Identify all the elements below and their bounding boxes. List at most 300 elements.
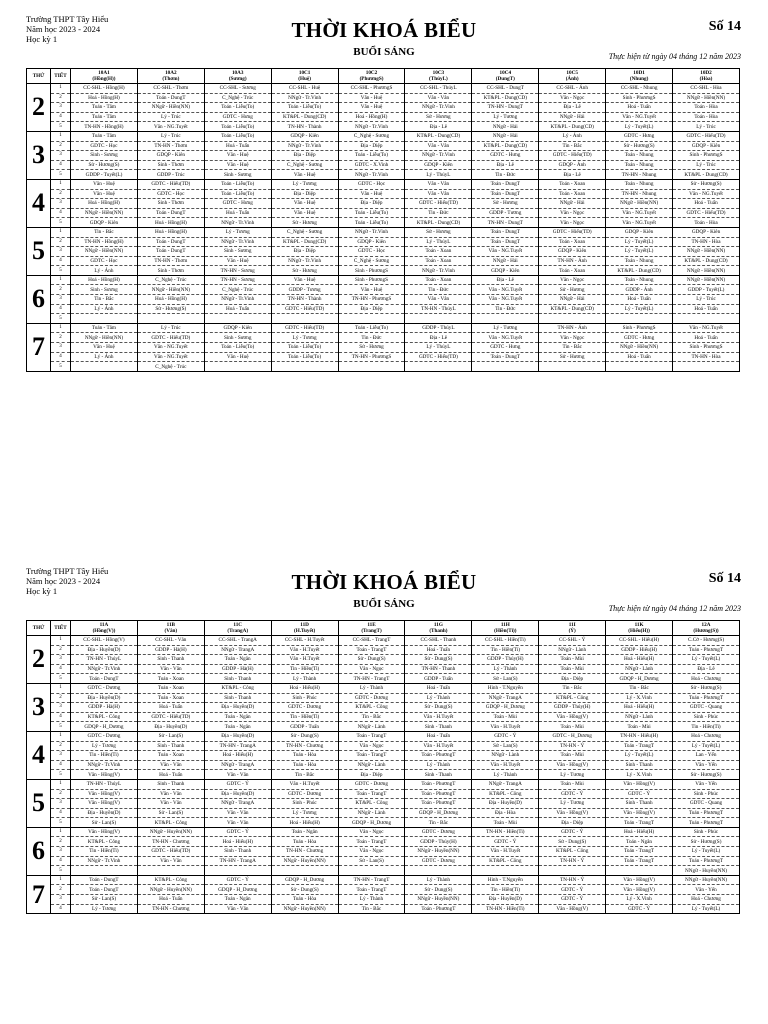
lesson-cell: GDQP - Kiên: [673, 141, 740, 151]
lesson-cell: Lý - Tương: [271, 808, 338, 818]
lesson-cell: NNgữ - Lành: [472, 751, 539, 761]
lesson-cell: Văn - NG.Tuyết: [137, 343, 204, 353]
lesson-cell: Toán - Ngân: [204, 655, 271, 665]
lesson-cell: NNgữ - Lành: [338, 760, 405, 770]
lesson-cell: NNgữ - Huyền(NN): [271, 904, 338, 914]
lesson-cell: Văn - H.Tuyết: [271, 645, 338, 655]
class-teacher: (Ý): [568, 628, 576, 634]
lesson-cell: TN-HN - Hòa: [673, 352, 740, 362]
lesson-cell: Văn - Vân: [137, 856, 204, 866]
lesson-cell: GDTC - Dương: [271, 789, 338, 799]
lesson-cell: TN-HN - PhươngS: [338, 352, 405, 362]
lesson-cell: Sinh - Sương: [71, 285, 138, 295]
lesson-cell: [271, 314, 338, 324]
lesson-cell: Sinh - Thanh: [606, 760, 673, 770]
class-name: 11E: [367, 622, 376, 628]
lesson-cell: GDQP - Kiên: [137, 151, 204, 161]
class-name: 11B: [166, 622, 176, 628]
column-header-class: [71, 69, 138, 84]
lesson-cell: Địa - Huyền(D): [472, 895, 539, 905]
lesson-cell: TN-HN - PhươngS: [338, 295, 405, 305]
table-row: [27, 160, 740, 170]
table-row: [27, 189, 740, 199]
lesson-cell: Văn - Vân: [137, 664, 204, 674]
lesson-cell: Toán - PhươngT: [405, 799, 472, 809]
session-label: BUỔI SÁNG: [353, 598, 415, 610]
table-row: [27, 247, 740, 257]
day-label: 7: [27, 875, 51, 913]
lesson-cell: CC-SHL - Thơm: [137, 84, 204, 94]
lesson-cell: Văn - NG.Tuyết: [472, 333, 539, 343]
lesson-cell: KT&PL - Dung(CD): [405, 131, 472, 141]
lesson-cell: CC-SHL - Hiền(Ti): [472, 636, 539, 646]
class-teacher: (Nhung): [629, 76, 649, 82]
lesson-cell: Toán - Tâm: [71, 112, 138, 122]
lesson-cell: Toán - DungT: [71, 674, 138, 684]
class-name: 12A: [701, 622, 711, 628]
lesson-cell: Địa - Diệp: [539, 674, 606, 684]
day-label: 5: [27, 227, 51, 275]
class-name: 10C2: [365, 70, 378, 76]
lesson-cell: Văn - Ngọc: [338, 827, 405, 837]
period-number: 1: [51, 179, 71, 189]
lesson-cell: Toán - Nhung: [606, 151, 673, 161]
table-row: [27, 314, 740, 324]
lesson-cell: Toán - TrangT: [338, 645, 405, 655]
lesson-cell: Địa - Diệp: [338, 770, 405, 780]
lesson-cell: Địa - Diệp: [539, 818, 606, 828]
lesson-cell: GDTC - Hiếu(TD): [137, 179, 204, 189]
lesson-cell: Văn - Huệ: [71, 189, 138, 199]
lesson-cell: Văn - H.Tuyết: [472, 847, 539, 857]
timetable-sheet-grade10: [0, 0, 768, 370]
lesson-cell: Sinh - Phúc: [673, 789, 740, 799]
lesson-cell: Toán - Liễu(To): [271, 343, 338, 353]
period-number: 5: [51, 362, 71, 372]
lesson-cell: GDQP - H_Dương: [204, 885, 271, 895]
period-number: 4: [51, 760, 71, 770]
lesson-cell: Sinh - Thơm: [137, 160, 204, 170]
lesson-cell: GDQP - H_Dương: [338, 818, 405, 828]
period-number: 3: [51, 247, 71, 257]
lesson-cell: CC-SHL - Huệ: [271, 84, 338, 94]
page-title: THỜI KHOÁ BIỂU: [291, 570, 477, 594]
period-number: 1: [51, 875, 71, 885]
class-name: 10C5: [566, 70, 578, 76]
lesson-cell: Văn - Vân: [405, 179, 472, 189]
lesson-cell: Văn - Huệ: [338, 189, 405, 199]
lesson-cell: Toán - TrangT: [606, 818, 673, 828]
lesson-cell: TN-HN - ThúyL: [71, 779, 138, 789]
lesson-cell: [137, 314, 204, 324]
lesson-cell: TN-HN - TrangA: [204, 741, 271, 751]
period-number: 3: [51, 199, 71, 209]
table-row: [27, 170, 740, 180]
lesson-cell: Toán - TrangT: [338, 731, 405, 741]
lesson-cell: GDTC - Hưng: [204, 112, 271, 122]
lesson-cell: TN-HN - Ánh: [539, 323, 606, 333]
table-row: [27, 741, 740, 751]
lesson-cell: GDTC - Dương: [405, 827, 472, 837]
lesson-cell: Văn - Vân: [405, 93, 472, 103]
lesson-cell: Toán - Ngân: [606, 837, 673, 847]
class-teacher: (Hương(S)): [693, 628, 719, 634]
lesson-cell: TN-HN - ThúyL: [71, 655, 138, 665]
lesson-cell: Toán - TrangT: [338, 789, 405, 799]
lesson-cell: NNgữ - Lành: [338, 808, 405, 818]
table-row: [27, 731, 740, 741]
class-name: 10A3: [231, 70, 244, 76]
lesson-cell: Địa - Lê: [472, 160, 539, 170]
lesson-cell: Tin - Đức: [472, 170, 539, 180]
lesson-cell: Văn - H.Tuyết: [271, 655, 338, 665]
lesson-cell: Sinh - Thanh: [137, 655, 204, 665]
lesson-cell: Địa - Diệp: [271, 189, 338, 199]
lesson-cell: Sử - Lan(S): [472, 741, 539, 751]
table-row: [27, 866, 740, 876]
lesson-cell: TN-HN - Thơm: [137, 256, 204, 266]
lesson-cell: [472, 362, 539, 372]
lesson-cell: NNgữ - Tr.Vinh: [204, 237, 271, 247]
lesson-cell: Toán - Liễu(To): [204, 189, 271, 199]
lesson-cell: NNgữ - Hiền(NN): [606, 199, 673, 209]
class-name: 11K: [634, 622, 644, 628]
lesson-cell: Toán - Ngân: [204, 722, 271, 732]
timetable-table: [26, 620, 740, 914]
table-row: [27, 683, 740, 693]
lesson-cell: Toán - DungT: [137, 237, 204, 247]
lesson-cell: Lý - X.Vinh: [606, 693, 673, 703]
lesson-cell: Địa - Hòa: [472, 808, 539, 818]
lesson-cell: [673, 362, 740, 372]
lesson-cell: Toán - PhươngT: [673, 693, 740, 703]
lesson-cell: Văn - H.Tuyết: [472, 722, 539, 732]
lesson-cell: [271, 866, 338, 876]
lesson-cell: Lý - ThúyL: [405, 237, 472, 247]
lesson-cell: Sử - Hương(S): [673, 770, 740, 780]
table-row: [27, 751, 740, 761]
lesson-cell: Hoá - Chương: [673, 895, 740, 905]
lesson-cell: Tin - Bắc: [606, 683, 673, 693]
effective-date: Thực hiện từ ngày 04 tháng 12 năm 2023: [608, 604, 741, 613]
lesson-cell: GDTC - Học: [71, 141, 138, 151]
lesson-cell: Tin - Bắc: [71, 227, 138, 237]
lesson-cell: NNgữ - Huyền(NN): [137, 827, 204, 837]
lesson-cell: Lý - Tương: [71, 904, 138, 914]
lesson-cell: Văn - Hồng(V): [606, 875, 673, 885]
period-number: 5: [51, 170, 71, 180]
table-row: [27, 664, 740, 674]
class-teacher: (Thanh): [429, 628, 448, 634]
lesson-cell: NNgữ - Hải: [472, 122, 539, 132]
lesson-cell: Sử - Hương: [338, 343, 405, 353]
lesson-cell: [71, 866, 138, 876]
day-label: 4: [27, 179, 51, 227]
lesson-cell: Hoá - Tuấn: [204, 208, 271, 218]
lesson-cell: Lý - Trúc: [137, 323, 204, 333]
lesson-cell: Hoá - Hiếu(H): [204, 751, 271, 761]
lesson-cell: Toán - PhươngT: [405, 751, 472, 761]
lesson-cell: TN-HN - TrangA: [204, 856, 271, 866]
lesson-cell: Văn - Vân: [405, 141, 472, 151]
period-number: 2: [51, 741, 71, 751]
lesson-cell: Hoá - Hồng(H): [338, 112, 405, 122]
lesson-cell: Lý - Tuyết(L): [606, 751, 673, 761]
lesson-cell: GDTC - Quang: [673, 799, 740, 809]
lesson-cell: C_Nghệ - Sương: [338, 256, 405, 266]
lesson-cell: Sinh - Thanh: [606, 799, 673, 809]
lesson-cell: Văn - Ngọc: [539, 333, 606, 343]
period-number: 5: [51, 722, 71, 732]
lesson-cell: NNgữ - Huyền(NN): [405, 847, 472, 857]
table-row: [27, 760, 740, 770]
lesson-cell: [539, 362, 606, 372]
lesson-cell: Hoá - Hiếu(H): [606, 655, 673, 665]
lesson-cell: Toán - Xoan: [137, 751, 204, 761]
table-row: [27, 827, 740, 837]
lesson-cell: Hoá - Hồng(H): [71, 93, 138, 103]
lesson-cell: GDQP - Kiên: [338, 237, 405, 247]
lesson-cell: Toán - Xoan: [405, 256, 472, 266]
lesson-cell: Toán - Xoan: [539, 179, 606, 189]
lesson-cell: Lý - Tương: [271, 179, 338, 189]
lesson-cell: Toán - Ngân: [204, 712, 271, 722]
lesson-cell: Tin - Hiền(Ti): [271, 664, 338, 674]
period-number: 5: [51, 218, 71, 228]
lesson-cell: TN-HN - Chương: [271, 847, 338, 857]
period-number: 3: [51, 703, 71, 713]
lesson-cell: NNgữ - Huyền(NN): [405, 895, 472, 905]
lesson-cell: NNgữ - Hiền(NN): [673, 275, 740, 285]
lesson-cell: Hoá - Hiếu(H): [606, 703, 673, 713]
lesson-cell: Sinh - Phúc: [673, 827, 740, 837]
column-header-class: [405, 621, 472, 636]
period-number: 2: [51, 885, 71, 895]
lesson-cell: Văn - Huệ: [271, 199, 338, 209]
lesson-cell: TN-HN - Sương: [204, 266, 271, 276]
lesson-cell: CC-SHL - Vân: [137, 636, 204, 646]
lesson-cell: Văn - Ngọc: [539, 275, 606, 285]
lesson-cell: NNgữ - Huyền(NN): [673, 866, 740, 876]
lesson-cell: Sử - Hương(S): [673, 179, 740, 189]
lesson-cell: Lý - Tương: [271, 333, 338, 343]
lesson-cell: Văn - Vân: [137, 799, 204, 809]
period-number: 5: [51, 674, 71, 684]
lesson-cell: Tin - Bắc: [338, 904, 405, 914]
lesson-cell: NNgữ - Hiền(NN): [71, 247, 138, 257]
lesson-cell: GDTC - Học: [338, 179, 405, 189]
lesson-cell: Sinh - Thanh: [204, 847, 271, 857]
lesson-cell: GDDP - Tương: [472, 208, 539, 218]
lesson-cell: Toán - TrangT: [338, 885, 405, 895]
lesson-cell: GDQP - H_Dương: [472, 703, 539, 713]
lesson-cell: NNgữ - Tr.Vinh: [204, 218, 271, 228]
class-name: 10D2: [700, 70, 712, 76]
lesson-cell: Toán - TrangT: [338, 837, 405, 847]
lesson-cell: GDQP - Kiên: [204, 323, 271, 333]
lesson-cell: Sinh - Thanh: [137, 779, 204, 789]
lesson-cell: Văn - NG.Tuyết: [673, 189, 740, 199]
lesson-cell: Toán - PhươngT: [673, 856, 740, 866]
lesson-cell: NNgữ - Hiền(NN): [673, 247, 740, 257]
lesson-cell: TN-HN - Thanh: [405, 664, 472, 674]
lesson-cell: GDTC - Ý: [539, 885, 606, 895]
lesson-cell: Toán - Nhung: [606, 179, 673, 189]
class-teacher: (Hiếu(H)): [628, 628, 650, 634]
lesson-cell: TN-HN - ThúyL: [405, 304, 472, 314]
lesson-cell: Toán - Liễu(To): [204, 343, 271, 353]
lesson-cell: GDTC - Hưng: [606, 131, 673, 141]
lesson-cell: NNgữ - Tr.Vinh: [338, 122, 405, 132]
day-label: 5: [27, 779, 51, 827]
lesson-cell: GDTC - Hiếu(TD): [137, 847, 204, 857]
lesson-cell: CC-SHL - Ý: [539, 636, 606, 646]
lesson-cell: Hoá - Tuấn: [137, 770, 204, 780]
lesson-cell: Toán - Xoan: [539, 189, 606, 199]
lesson-cell: Sử - Dung(S): [405, 655, 472, 665]
lesson-cell: Địa - Huyền(D): [71, 808, 138, 818]
lesson-cell: NNgữ - Huyền(NN): [271, 856, 338, 866]
lesson-cell: Văn - Hồng(V): [539, 712, 606, 722]
lesson-cell: Địa - Lê: [539, 170, 606, 180]
timetable-sheet-grade11: [0, 552, 768, 912]
lesson-cell: Tin - Bắc: [539, 343, 606, 353]
lesson-cell: Sinh - Thanh: [204, 693, 271, 703]
lesson-cell: Toán - Tâm: [71, 323, 138, 333]
lesson-cell: Văn - Hồng(V): [71, 799, 138, 809]
lesson-cell: GDTC - Dương: [405, 856, 472, 866]
lesson-cell: NNgữ - Hải: [539, 295, 606, 305]
column-header-class: [472, 69, 539, 84]
lesson-cell: Địa - Huyền(D): [71, 693, 138, 703]
lesson-cell: Văn - Vân: [204, 770, 271, 780]
lesson-cell: Toán - Xoan: [405, 247, 472, 257]
lesson-cell: Toán - Liễu(To): [204, 122, 271, 132]
lesson-cell: Tin - Bắc: [271, 770, 338, 780]
lesson-cell: [539, 866, 606, 876]
lesson-cell: NNgữ - TrangA: [204, 760, 271, 770]
lesson-cell: Văn - Vân: [405, 295, 472, 305]
lesson-cell: Văn - NG.Tuyết: [137, 122, 204, 132]
lesson-cell: NNgữ - Hiền(NN): [71, 333, 138, 343]
lesson-cell: Tin - Bắc: [338, 712, 405, 722]
lesson-cell: KT&PL - Dung(CD): [539, 122, 606, 132]
lesson-cell: C_Nghệ - Trúc: [204, 93, 271, 103]
lesson-cell: Toán - Xoan: [405, 275, 472, 285]
lesson-cell: NNgữ - Hải: [472, 256, 539, 266]
lesson-cell: Lý - Thành: [405, 760, 472, 770]
period-number: 4: [51, 112, 71, 122]
period-number: 2: [51, 333, 71, 343]
lesson-cell: Toán - Liễu(To): [338, 151, 405, 161]
table-row: [27, 304, 740, 314]
lesson-cell: TN-HN - Sương: [204, 275, 271, 285]
period-number: 1: [51, 683, 71, 693]
class-name: 10C3: [432, 70, 445, 76]
table-row: [27, 885, 740, 895]
lesson-cell: GDTC - Ý: [539, 895, 606, 905]
column-header-class: [338, 621, 405, 636]
period-number: 1: [51, 827, 71, 837]
column-header-class: [405, 69, 472, 84]
table-row: [27, 904, 740, 914]
lesson-cell: [472, 866, 539, 876]
lesson-cell: GDTC - X.Vinh: [338, 160, 405, 170]
lesson-cell: Sử - Hương: [405, 112, 472, 122]
lesson-cell: Lý - Ánh: [71, 304, 138, 314]
day-label: 6: [27, 275, 51, 323]
column-header-class: [204, 621, 271, 636]
lesson-cell: Sử - Dung(S): [271, 885, 338, 895]
lesson-cell: Địa - Lê: [405, 122, 472, 132]
lesson-cell: KT&PL - Dung(CD): [472, 141, 539, 151]
class-name: 11C: [233, 622, 243, 628]
lesson-cell: GDDP - Hà(H): [71, 703, 138, 713]
lesson-cell: GDDP - Hà(H): [204, 664, 271, 674]
lesson-cell: Sử - Hương(S): [673, 837, 740, 847]
lesson-cell: TN-HN - Chương: [271, 741, 338, 751]
lesson-cell: Hoá - Chương: [673, 731, 740, 741]
table-row: [27, 875, 740, 885]
lesson-cell: Hoá - Hồng(H): [137, 218, 204, 228]
lesson-cell: Toán - DungT: [472, 237, 539, 247]
lesson-cell: Toán - DungT: [472, 227, 539, 237]
lesson-cell: NNgữ - Huyền(NN): [137, 885, 204, 895]
lesson-cell: Hoá - Tuấn: [673, 333, 740, 343]
lesson-cell: GDTC - Ý: [204, 827, 271, 837]
lesson-cell: Toán - PhươngT: [405, 789, 472, 799]
lesson-cell: GDTC - Hiếu(TD): [673, 131, 740, 141]
table-row: [27, 636, 740, 646]
lesson-cell: Địa - Diệp: [338, 304, 405, 314]
lesson-cell: Hinh - T.Nguyễn: [472, 875, 539, 885]
lesson-cell: Văn - NG.Tuyết: [606, 208, 673, 218]
period-number: 2: [51, 837, 71, 847]
lesson-cell: Lý - Ánh: [71, 352, 138, 362]
lesson-cell: CC-SHL - Thanh: [405, 636, 472, 646]
lesson-cell: Lý - X.Vinh: [606, 770, 673, 780]
lesson-cell: GDQP - H_Dương: [405, 808, 472, 818]
lesson-cell: GDDP - Tương: [271, 285, 338, 295]
lesson-cell: Tin - Đức: [338, 333, 405, 343]
lesson-cell: Lý - Tuyết(L): [606, 247, 673, 257]
period-number: 4: [51, 808, 71, 818]
column-header-class: [472, 621, 539, 636]
class-name: 11H: [500, 622, 510, 628]
lesson-cell: Toán - Nhung: [606, 160, 673, 170]
lesson-cell: Toán - Hòa: [271, 837, 338, 847]
lesson-cell: Văn - Yến: [673, 885, 740, 895]
lesson-cell: C_Nghệ - Sương: [271, 227, 338, 237]
lesson-cell: KT&PL - Công: [539, 847, 606, 857]
lesson-cell: Văn - H.Tuyết: [405, 741, 472, 751]
class-name: 10C4: [499, 70, 512, 76]
lesson-cell: CC-SHL - DungT: [472, 84, 539, 94]
lesson-cell: Văn - Yến: [673, 779, 740, 789]
lesson-cell: Văn - Yến: [673, 760, 740, 770]
lesson-cell: GDTC - Ý: [606, 904, 673, 914]
lesson-cell: Lý - Thành: [405, 875, 472, 885]
lesson-cell: Sinh - Sương: [204, 170, 271, 180]
lesson-cell: GDTC - H_Dương: [539, 731, 606, 741]
lesson-cell: GDQP - Kiên: [472, 266, 539, 276]
lesson-cell: KT&PL - Công: [71, 837, 138, 847]
lesson-cell: Lý - Trúc: [137, 112, 204, 122]
lesson-cell: Văn - NG.Tuyết: [472, 247, 539, 257]
class-name: 10A1: [98, 70, 110, 76]
lesson-cell: Hoá - Tuấn: [606, 352, 673, 362]
lesson-cell: Văn - Huệ: [71, 179, 138, 189]
